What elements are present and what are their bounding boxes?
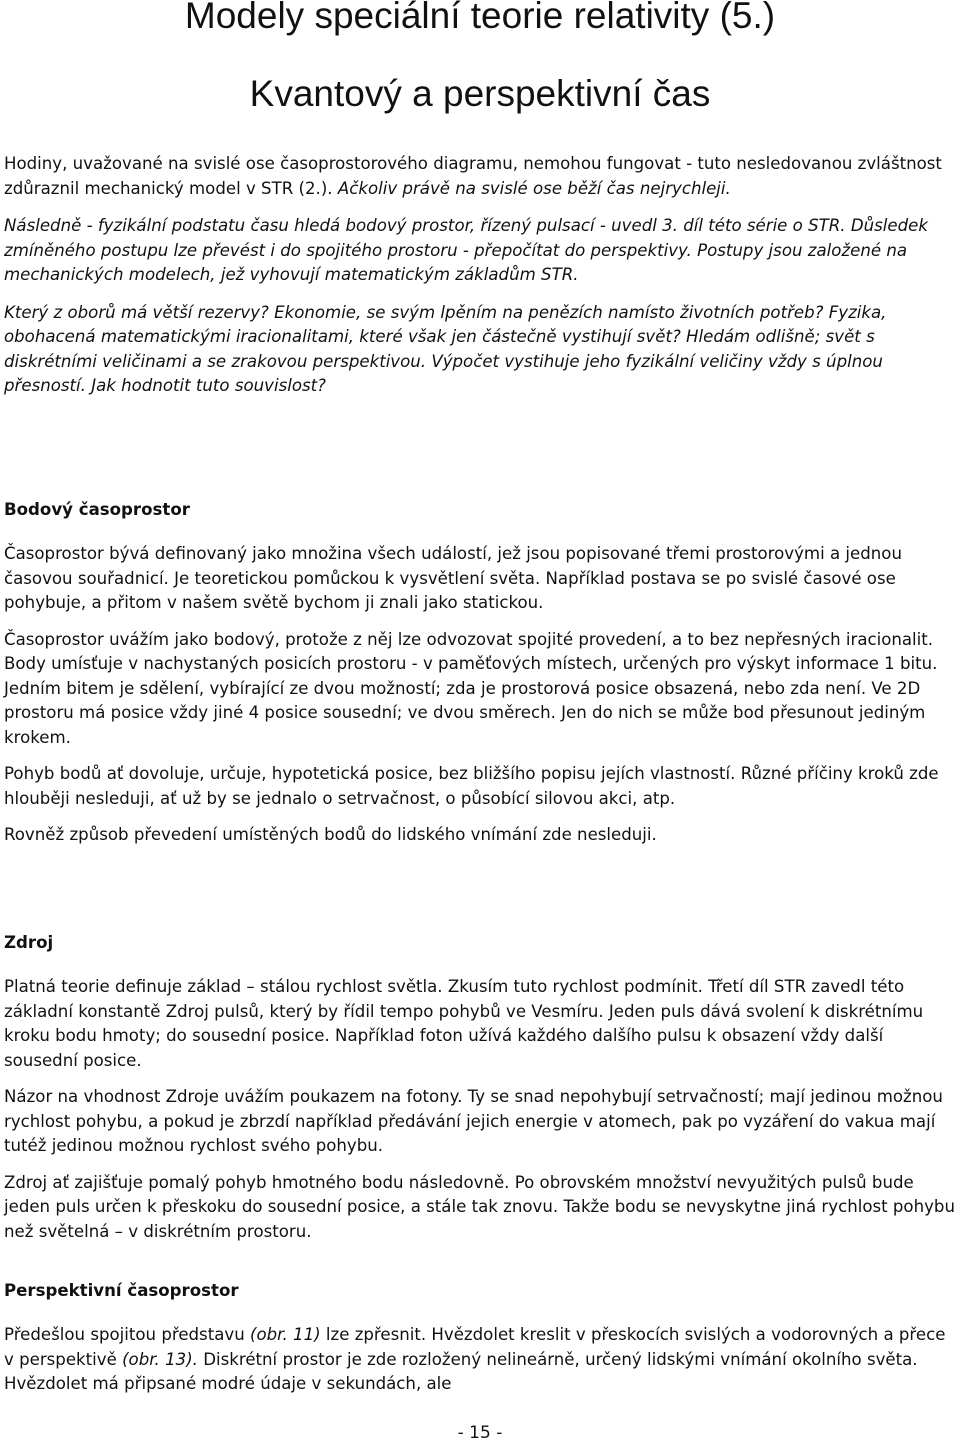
section-paragraph: Časoprostor bývá definovaný jako množina všech událostí, jež jsou popisované třemi prostorovými a jednou časovou souřadnicí. Je teoretickou pomůckou k vysvětlení světa. Například postava se po svislé časové ose pohybuje, a přitom v našem světě bychom ji znali jako statickou.	[4, 544, 902, 612]
text-run: Předešlou spojitou představu	[4, 1325, 250, 1344]
section-paragraph: Názor na vhodnost Zdroje uvážím poukazem na fotony. Ty se snad nepohybují setrvačností; mají jedinou možnou rychlost pohybu, a pokud je zbrzdí například předávání jejich energie v atomech, pak po vyzáření do vakua mají tutéž jedinou možnou rychlost svého pohybu.	[4, 1087, 943, 1155]
text-run: lze zpřesnit. Hvězdolet kreslit v přeskocích svislých a vodorovných a přece v perspektivě	[4, 1325, 946, 1369]
intro-paragraph-1	[4, 152, 956, 201]
page-number: - 15 -	[457, 1423, 503, 1443]
section-heading: Zdroj	[4, 933, 54, 952]
intro-p1-normal: Hodiny, uvažované na svislé ose časoprostorového diagramu, nemohou fungovat - tuto nesledovanou zvláštnost zdůraznil mechanický model v STR (2.).	[4, 154, 942, 198]
document-title: Modely speciální teorie relativity (5.)	[184, 0, 776, 36]
section-heading: Perspektivní časoprostor	[4, 1281, 239, 1300]
section-bodovy-casoprostor	[4, 498, 956, 860]
section-paragraph: Rovněž způsob převedení umístěných bodů do lidského vnímání zde nesleduji.	[4, 825, 657, 844]
figure-reference: (obr. 11)	[250, 1325, 321, 1344]
section-zdroj	[4, 931, 956, 1256]
intro-block	[4, 152, 956, 412]
section-heading: Bodový časoprostor	[4, 500, 190, 519]
section-paragraph: Časoprostor uvážím jako bodový, protože z něj lze odvozovat spojité provedení, a to bez nepřesných iracionalit. Body umísťuje v nachystaných posicích prostoru - v paměťových místech, určených pro výskyt informace 1 bitu. Jedním bitem je sdělení, vybírající ze dvou možností; zda je prostorová posice obsazená, nebo zda není. Ve 2D prostoru má posice vždy jiné 4 posice sousední; ve dvou směrech. Jen do nich se může bod přesunout jediným krokem.	[4, 629, 938, 747]
document-subtitle: Kvantový a perspektivní čas	[249, 73, 711, 114]
intro-paragraph-3: Který z oborů má větší rezervy? Ekonomie, se svým lpěním na penězích namísto životních potřeb? Fyzika, obohacená matematickými iracionalitami, které však jen částečně vystihují svět? Hledám odlišně; svět s diskrétními veličinami a se zrakovou perspektivou. Výpočet vystihuje jeho fyzikální veličiny vždy s úplnou přesností. Jak hodnotit tuto souvislost?	[4, 302, 887, 395]
figure-reference: (obr. 13).	[122, 1349, 198, 1369]
section-paragraph: Zdroj ať zajišťuje pomalý pohyb hmotného bodu následovně. Po obrovském množství nevyužitých pulsů bude jeden puls určen k přeskoku do sousední posice, a stále tak znovu. Takže bodu se nevyskytne jiná rychlost pohybu než světelná – v diskrétním prostoru.	[4, 1172, 955, 1241]
text-run: Diskrétní prostor je zde rozložený nelineárně, určený lidskými vnímání okolního světa. Hvězdolet má připsané modré údaje v sekundách, ale	[4, 1349, 918, 1393]
section-paragraph	[4, 1323, 956, 1397]
section-paragraph: Platná teorie definuje základ – stálou rychlost světla. Zkusím tuto rychlost podmínit. Třetí díl STR zavedl této základní konstantě Zdroj pulsů, který by řídil tempo pohybů ve Vesmíru. Jeden puls dává svolení k diskrétnímu kroku bodu hmoty; do sousední posice. Například foton užívá každého dalšího pulsu k obsazení vždy další sousední posice.	[4, 977, 924, 1070]
intro-paragraph-2: Následně - fyzikální podstatu času hledá bodový prostor, řízený pulsací - uvedl 3. díl této série o STR. Důsledek zmíněného postupu lze převést i do spojitého prostoru - přepočítat do perspektivy. Postupy jsou založené na mechanických modelech, jež vyhovují matematickým základům STR.	[4, 216, 928, 284]
section-perspektivni-casoprostor	[4, 1279, 956, 1409]
section-paragraph: Pohyb bodů ať dovoluje, určuje, hypotetická posice, bez bližšího popisu jejích vlastností. Různé příčiny kroků zde hlouběji nesleduji, ať už by se jednalo o setrvačnost, o působící silovou akci, atp.	[4, 764, 939, 808]
intro-p1-italic: Ačkoliv právě na svislé ose běží čas nejrychleji.	[332, 178, 731, 198]
